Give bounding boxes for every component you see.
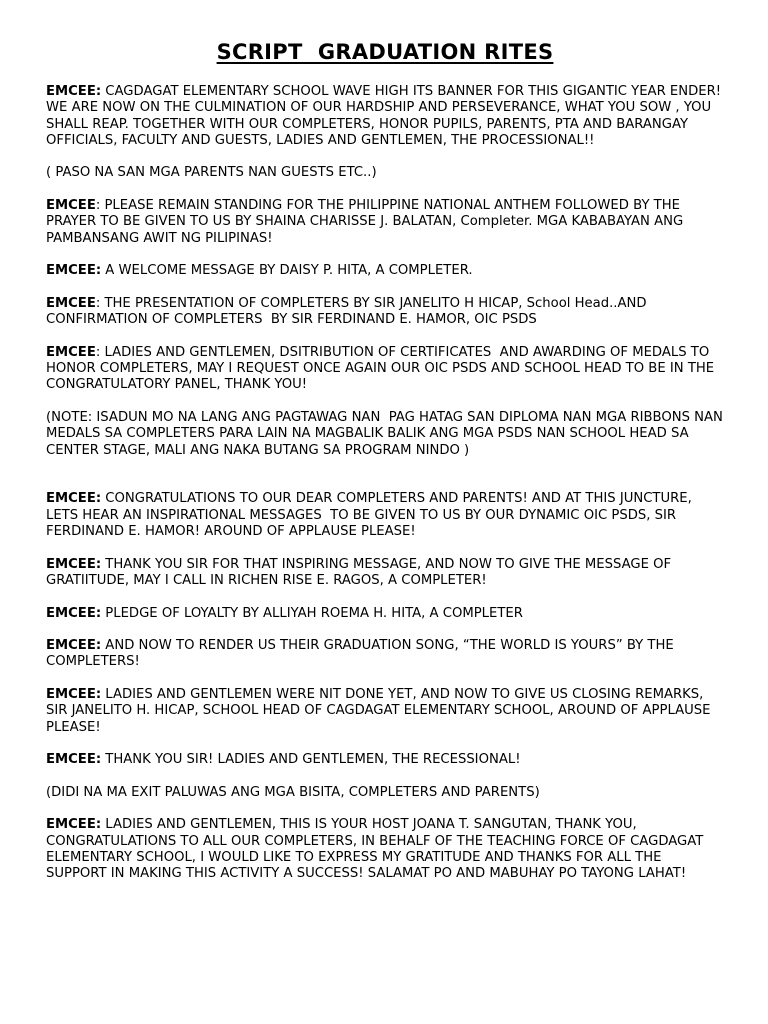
speaker-label: EMCEE: [46,638,102,654]
speaker-label: EMCEE: [46,556,102,572]
speaker-label: EMCEE [46,198,96,214]
speaker-label: EMCEE [46,344,96,360]
script-paragraph-13 [46,752,724,768]
script-paragraph-8 [46,491,724,540]
paragraph-text: PLEDGE OF LOYALTY BY ALLIYAH ROEMA H. HITA, A COMPLETER [101,605,523,621]
speaker-label: EMCEE: [46,84,102,99]
document-page [46,40,728,899]
speaker-label: EMCEE: [46,817,102,833]
paragraph-text: THANK YOU SIR FOR THAT INSPIRING MESSAGE, AND NOW TO GIVE THE MESSAGE OF GRATIITUDE, MAY I CALL IN RICHEN RISE E. RAGOS, A COMPLETER! [46,556,676,588]
paragraph-text: (DIDI NA MA EXIT PALUWAS ANG MGA BISITA, COMPLETERS AND PARENTS) [46,784,540,800]
paragraph-text: CONGRATULATIONS TO OUR DEAR COMPLETERS AND PARENTS! AND AT THIS JUNCTURE, LETS HEAR AN INSPIRATIONAL MESSAGES TO BE GIVEN TO US BY OUR DYNAMIC OIC PSDS, SIR FERDINAND E. HAMOR! AROUND OF APPLAUSE PLEASE! [46,491,697,540]
paragraph-text: LADIES AND GENTLEMEN, THIS IS YOUR HOST JOANA T. SANGUTAN, THANK YOU, CONGRATULATIONS TO ALL OUR COMPLETERS, IN BEHALF OF THE TEACHING FORCE OF CAGDAGAT ELEMENTARY SCHOOL, I WOULD LIKE TO EXPRESS MY GRATITUDE AND THANKS FOR ALL THE SUPPORT IN MAKING THIS ACTIVITY A SUCCESS! SALAMAT PO AND MABUHAY PO TAYONG LAHAT! [46,817,708,882]
paragraph-text: A WELCOME MESSAGE BY DAISY P. HITA, A COMPLETER. [101,263,473,279]
speaker-label: EMCEE: [46,605,102,621]
paragraph-text: : PLEASE REMAIN STANDING FOR THE PHILIPPINE NATIONAL ANTHEM FOLLOWED BY THE PRAYER TO BE GIVEN TO US BY SHAINA CHARISSE J. BALATAN, Completer. MGA KABABAYAN ANG PAMBANSANG AWIT NG PILIPINAS! [46,198,688,246]
paragraph-text: : LADIES AND GENTLEMEN, DSITRIBUTION OF CERTIFICATES AND AWARDING OF MEDALS TO HONOR COMPLETERS, MAY I REQUEST ONCE AGAIN OUR OIC PSDS AND SCHOOL HEAD TO BE IN THE CONGRATULATORY PANEL, THANK YOU! [46,344,719,393]
script-paragraph-4 [46,263,724,279]
paragraph-text: LADIES AND GENTLEMEN WERE NIT DONE YET, AND NOW TO GIVE US CLOSING REMARKS, SIR JANELITO H. HICAP, SCHOOL HEAD OF CAGDAGAT ELEMENTARY SCHOOL, AROUND OF APPLAUSE PLEASE! [46,686,715,735]
document-title: SCRIPT GRADUATION RITES [216,40,554,64]
speaker-label: EMCEE: [46,686,102,702]
paragraph-text: THANK YOU SIR! LADIES AND GENTLEMEN, THE RECESSIONAL! [101,752,521,768]
stage-note-paragraph-2 [46,165,724,181]
script-paragraph-15 [46,817,724,882]
speaker-label: EMCEE: [46,263,102,279]
paragraph-text: AND NOW TO RENDER US THEIR GRADUATION SONG, “THE WORLD IS YOURS” BY THE COMPLETERS! [46,638,678,670]
script-paragraph-12 [46,687,724,736]
stage-note-paragraph-7 [46,409,728,459]
script-paragraph-9 [46,557,724,590]
stage-note-paragraph-14 [46,785,724,801]
speaker-label: EMCEE: [46,752,102,768]
paragraph-text: (NOTE: ISADUN MO NA LANG ANG PAGTAWAG NAN PAG HATAG SAN DIPLOMA NAN MGA RIBBONS NAN MEDALS SA COMPLETERS PARA LAIN NA MAGBALIK BALIK ANG MGA PSDS NAN SCHOOL HEAD SA CENTER STAGE, MALI ANG NAKA BUTANG SA PROGRAM NINDO ) [46,409,728,458]
speaker-label: EMCEE [46,295,96,311]
script-paragraph-11 [46,638,724,671]
paragraph-text: CAGDAGAT ELEMENTARY SCHOOL WAVE HIGH ITS BANNER FOR THIS GIGANTIC YEAR ENDER! WE ARE NOW ON THE CULMINATION OF OUR HARDSHIP AND PERSEVERANCE, WHAT YOU SOW , YOU SHALL REAP. TOGETHER WITH OUR COMPLETERS, HONOR PUPILS, PARENTS, PTA AND BARANGAY OFFICIALS, FACULTY AND GUESTS, LADIES AND GENTLEMEN, THE PROCESSIONAL!! [46,84,726,148]
script-paragraph-5 [46,296,724,329]
script-paragraph-6 [46,345,724,394]
script-paragraph-3 [46,198,724,247]
script-paragraph-1 [46,84,724,149]
paragraph-text: : THE PRESENTATION OF COMPLETERS BY SIR JANELITO H HICAP, School Head..AND CONFIRMATION OF COMPLETERS BY SIR FERDINAND E. HAMOR, OIC PSDS [46,295,651,328]
script-paragraph-10 [46,606,724,622]
paragraph-text: ( PASO NA SAN MGA PARENTS NAN GUESTS ETC..) [46,165,377,181]
speaker-label: EMCEE: [46,491,102,507]
